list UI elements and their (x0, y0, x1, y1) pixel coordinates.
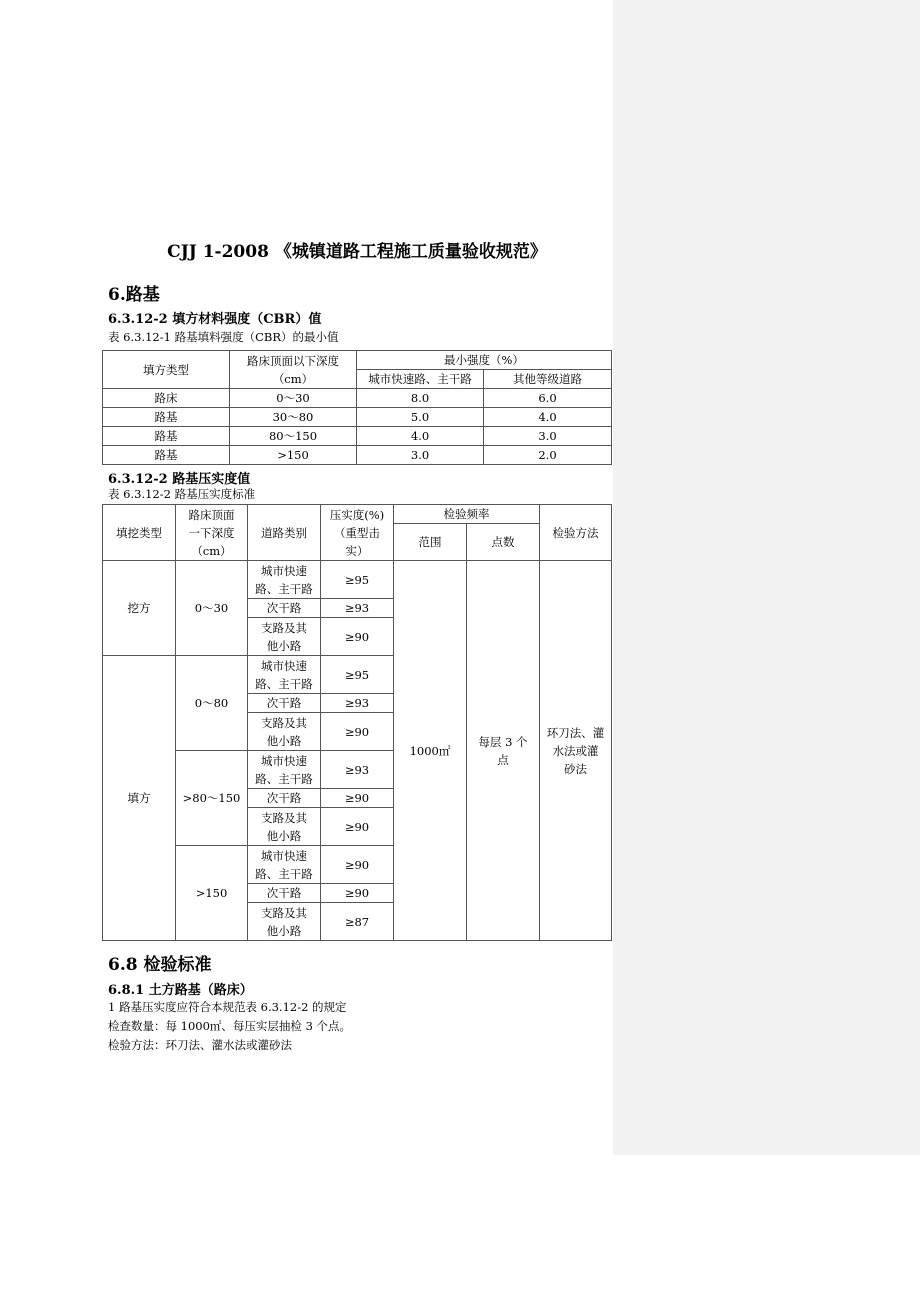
cell-depth: 0～80 (176, 656, 248, 751)
table-row (103, 408, 612, 427)
table-row (103, 446, 612, 465)
subsection-heading: 6.3.12-2 填方材料强度（CBR）值 (108, 312, 322, 327)
table-row (103, 389, 612, 408)
cell-method: 环刀法、灌 水法或灌 砂法 (540, 561, 612, 941)
cell: 路基 (103, 408, 230, 427)
cell-road: 次干路 (248, 599, 321, 618)
cell-value: ≥87 (321, 903, 394, 941)
cell-cut: 挖方 (103, 561, 176, 656)
paragraph: 1 路基压实度应符合本规范表 6.3.12-2 的规定 (108, 1000, 347, 1014)
cell-points: 每层 3 个 点 (467, 561, 540, 941)
cell: 路床 (103, 389, 230, 408)
cell: 路基 (103, 427, 230, 446)
cell-road: 城市快速 路、主干路 (248, 846, 321, 884)
cell: 4.0 (357, 427, 484, 446)
cell-value: ≥95 (321, 656, 394, 694)
cell: 3.0 (484, 427, 612, 446)
cell: 6.0 (484, 389, 612, 408)
cell-value: ≥90 (321, 713, 394, 751)
cell-value: ≥90 (321, 618, 394, 656)
header-expressway: 城市快速路、主干路 (357, 370, 484, 389)
cell: 5.0 (357, 408, 484, 427)
section-heading: 6.路基 (108, 285, 160, 305)
header-compaction: 压实度(%) （重型击 实） (321, 505, 394, 561)
header-points: 点数 (467, 524, 540, 561)
comment-sidebar (613, 0, 920, 1155)
cell-value: ≥90 (321, 789, 394, 808)
header-other-roads: 其他等级道路 (484, 370, 612, 389)
cbr-table (102, 350, 612, 465)
cell-road: 支路及其 他小路 (248, 618, 321, 656)
cell-value: ≥90 (321, 884, 394, 903)
cell-fill: 填方 (103, 656, 176, 941)
cell: 0～30 (230, 389, 357, 408)
cell: >150 (230, 446, 357, 465)
cell: 8.0 (357, 389, 484, 408)
cell-road: 支路及其 他小路 (248, 808, 321, 846)
cell-value: ≥93 (321, 599, 394, 618)
cell-road: 城市快速 路、主干路 (248, 751, 321, 789)
header-road-class: 道路类别 (248, 505, 321, 561)
cell-value: ≥90 (321, 808, 394, 846)
subsection-heading: 6.8.1 土方路基（路床） (108, 983, 253, 998)
header-fill-type: 填方类型 (103, 351, 230, 389)
header-min-strength: 最小强度（%） (357, 351, 612, 370)
cell-value: ≥93 (321, 751, 394, 789)
compaction-table (102, 504, 612, 941)
paragraph: 检验方法：环刀法、灌水法或灌砂法 (108, 1038, 292, 1052)
cell-road: 支路及其 他小路 (248, 903, 321, 941)
cell-value: ≥95 (321, 561, 394, 599)
paragraph: 检查数量：每 1000㎡、每压实层抽检 3 个点。 (108, 1019, 352, 1033)
cell-road: 城市快速 路、主干路 (248, 561, 321, 599)
cell-value: ≥93 (321, 694, 394, 713)
cell: 3.0 (357, 446, 484, 465)
subsection-heading: 6.3.12-2 路基压实度值 (108, 472, 251, 487)
cell: 80～150 (230, 427, 357, 446)
section-heading: 6.8 检验标准 (108, 955, 212, 975)
cell-road: 支路及其 他小路 (248, 713, 321, 751)
cell-road: 次干路 (248, 694, 321, 713)
cell: 2.0 (484, 446, 612, 465)
cell-range: 1000㎡ (394, 561, 467, 941)
document-title: CJJ 1-2008 《城镇道路工程施工质量验收规范》 (167, 242, 547, 262)
cell-road: 次干路 (248, 789, 321, 808)
table-caption: 表 6.3.12-1 路基填料强度（CBR）的最小值 (108, 330, 339, 344)
header-depth: 路床顶面以下深度（cm） (230, 351, 357, 389)
table-row (103, 427, 612, 446)
header-method: 检验方法 (540, 505, 612, 561)
cell-depth: >80～150 (176, 751, 248, 846)
header-range: 范围 (394, 524, 467, 561)
cell-road: 次干路 (248, 884, 321, 903)
table-row (103, 561, 612, 599)
cell-depth: >150 (176, 846, 248, 941)
cell: 路基 (103, 446, 230, 465)
cell: 4.0 (484, 408, 612, 427)
table-caption: 表 6.3.12-2 路基压实度标准 (108, 487, 256, 501)
cell-road: 城市快速 路、主干路 (248, 656, 321, 694)
header-frequency: 检验频率 (394, 505, 540, 524)
header-depth: 路床顶面 一下深度 （cm） (176, 505, 248, 561)
cell-value: ≥90 (321, 846, 394, 884)
header-cut-fill-type: 填挖类型 (103, 505, 176, 561)
cell: 30～80 (230, 408, 357, 427)
cell-depth: 0～30 (176, 561, 248, 656)
